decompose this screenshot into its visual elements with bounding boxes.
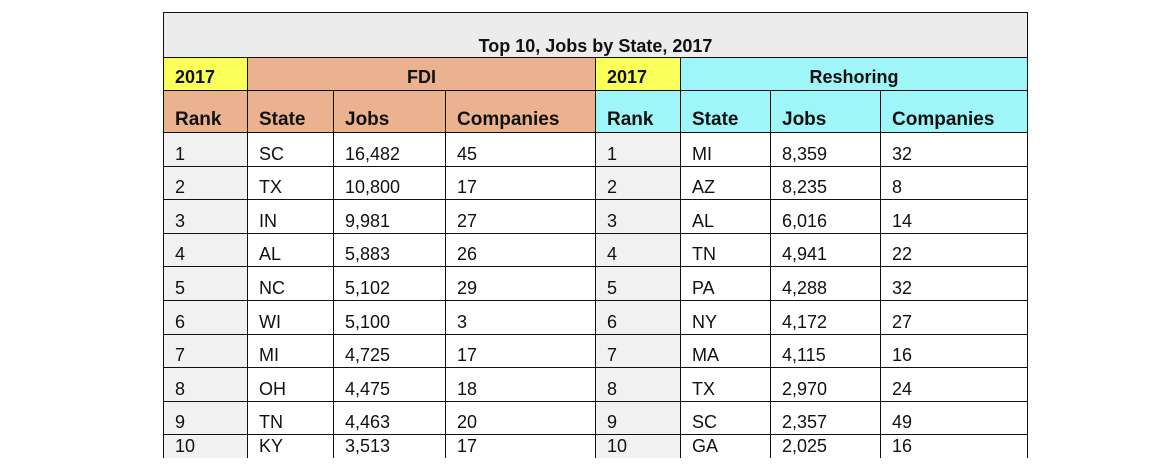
fdi-companies-cell: 20 <box>446 401 596 435</box>
fdi-companies-cell: 27 <box>446 200 596 234</box>
reshoring-jobs-cell: 4,941 <box>771 233 881 267</box>
reshoring-state-cell: AZ <box>681 166 771 200</box>
fdi-rank-cell: 10 <box>164 435 248 459</box>
reshoring-state-cell: TX <box>681 368 771 402</box>
table-row <box>164 133 1028 167</box>
fdi-rank-cell: 2 <box>164 166 248 200</box>
reshoring-jobs-cell: 8,359 <box>771 133 881 167</box>
reshoring-rank-cell: 2 <box>596 166 681 200</box>
fdi-state-cell: IN <box>248 200 334 234</box>
reshoring-companies-cell: 22 <box>881 233 1028 267</box>
reshoring-state-header: State <box>681 91 771 133</box>
fdi-companies-cell: 17 <box>446 435 596 459</box>
reshoring-jobs-cell: 4,115 <box>771 334 881 368</box>
table-row <box>164 401 1028 435</box>
fdi-state-header: State <box>248 91 334 133</box>
fdi-rank-cell: 1 <box>164 133 248 167</box>
reshoring-rank-cell: 1 <box>596 133 681 167</box>
table-title: Top 10, Jobs by State, 2017 <box>164 13 1028 58</box>
reshoring-jobs-cell: 2,357 <box>771 401 881 435</box>
fdi-state-cell: TX <box>248 166 334 200</box>
fdi-companies-cell: 3 <box>446 300 596 334</box>
fdi-companies-header: Companies <box>446 91 596 133</box>
reshoring-companies-cell: 32 <box>881 267 1028 301</box>
reshoring-rank-header: Rank <box>596 91 681 133</box>
reshoring-rank-cell: 6 <box>596 300 681 334</box>
table-row <box>164 166 1028 200</box>
reshoring-companies-cell: 14 <box>881 200 1028 234</box>
fdi-companies-cell: 17 <box>446 166 596 200</box>
reshoring-jobs-header: Jobs <box>771 91 881 133</box>
group-header-row <box>164 58 1028 91</box>
fdi-state-cell: NC <box>248 267 334 301</box>
reshoring-jobs-cell: 8,235 <box>771 166 881 200</box>
fdi-year-label: 2017 <box>164 58 248 91</box>
fdi-rank-header: Rank <box>164 91 248 133</box>
fdi-companies-cell: 29 <box>446 267 596 301</box>
fdi-companies-cell: 18 <box>446 368 596 402</box>
fdi-rank-cell: 8 <box>164 368 248 402</box>
reshoring-state-cell: MI <box>681 133 771 167</box>
fdi-rank-cell: 5 <box>164 267 248 301</box>
table-row <box>164 334 1028 368</box>
table-title-row <box>164 13 1028 58</box>
fdi-state-cell: AL <box>248 233 334 267</box>
fdi-state-cell: KY <box>248 435 334 459</box>
fdi-jobs-cell: 4,463 <box>334 401 446 435</box>
fdi-jobs-cell: 16,482 <box>334 133 446 167</box>
reshoring-state-cell: PA <box>681 267 771 301</box>
reshoring-rank-cell: 7 <box>596 334 681 368</box>
reshoring-jobs-cell: 4,172 <box>771 300 881 334</box>
fdi-jobs-cell: 4,475 <box>334 368 446 402</box>
reshoring-jobs-cell: 2,025 <box>771 435 881 459</box>
reshoring-companies-cell: 16 <box>881 334 1028 368</box>
fdi-companies-cell: 26 <box>446 233 596 267</box>
fdi-jobs-cell: 5,883 <box>334 233 446 267</box>
fdi-jobs-cell: 5,102 <box>334 267 446 301</box>
fdi-rank-cell: 3 <box>164 200 248 234</box>
reshoring-companies-header: Companies <box>881 91 1028 133</box>
fdi-jobs-cell: 4,725 <box>334 334 446 368</box>
fdi-state-cell: SC <box>248 133 334 167</box>
fdi-jobs-cell: 5,100 <box>334 300 446 334</box>
reshoring-rank-cell: 8 <box>596 368 681 402</box>
fdi-jobs-cell: 9,981 <box>334 200 446 234</box>
reshoring-state-cell: SC <box>681 401 771 435</box>
reshoring-state-cell: NY <box>681 300 771 334</box>
reshoring-jobs-cell: 2,970 <box>771 368 881 402</box>
fdi-state-cell: TN <box>248 401 334 435</box>
reshoring-state-cell: GA <box>681 435 771 459</box>
reshoring-companies-cell: 32 <box>881 133 1028 167</box>
fdi-group-label: FDI <box>248 58 596 91</box>
fdi-companies-cell: 17 <box>446 334 596 368</box>
fdi-jobs-header: Jobs <box>334 91 446 133</box>
reshoring-rank-cell: 10 <box>596 435 681 459</box>
reshoring-state-cell: TN <box>681 233 771 267</box>
fdi-jobs-cell: 3,513 <box>334 435 446 459</box>
table-row <box>164 233 1028 267</box>
fdi-companies-cell: 45 <box>446 133 596 167</box>
reshoring-rank-cell: 3 <box>596 200 681 234</box>
fdi-rank-cell: 6 <box>164 300 248 334</box>
table-row <box>164 267 1028 301</box>
table-row <box>164 300 1028 334</box>
reshoring-state-cell: MA <box>681 334 771 368</box>
fdi-rank-cell: 7 <box>164 334 248 368</box>
reshoring-state-cell: AL <box>681 200 771 234</box>
fdi-state-cell: OH <box>248 368 334 402</box>
jobs-by-state-table <box>163 12 1028 458</box>
reshoring-jobs-cell: 6,016 <box>771 200 881 234</box>
reshoring-rank-cell: 9 <box>596 401 681 435</box>
reshoring-companies-cell: 49 <box>881 401 1028 435</box>
column-header-row <box>164 91 1028 133</box>
table-row <box>164 368 1028 402</box>
reshoring-companies-cell: 27 <box>881 300 1028 334</box>
reshoring-group-label: Reshoring <box>681 58 1028 91</box>
reshoring-jobs-cell: 4,288 <box>771 267 881 301</box>
table-row <box>164 200 1028 234</box>
reshoring-companies-cell: 16 <box>881 435 1028 459</box>
table-row <box>164 435 1028 459</box>
fdi-rank-cell: 4 <box>164 233 248 267</box>
fdi-jobs-cell: 10,800 <box>334 166 446 200</box>
reshoring-year-label: 2017 <box>596 58 681 91</box>
reshoring-companies-cell: 8 <box>881 166 1028 200</box>
reshoring-companies-cell: 24 <box>881 368 1028 402</box>
reshoring-rank-cell: 5 <box>596 267 681 301</box>
fdi-state-cell: MI <box>248 334 334 368</box>
fdi-rank-cell: 9 <box>164 401 248 435</box>
reshoring-rank-cell: 4 <box>596 233 681 267</box>
fdi-state-cell: WI <box>248 300 334 334</box>
